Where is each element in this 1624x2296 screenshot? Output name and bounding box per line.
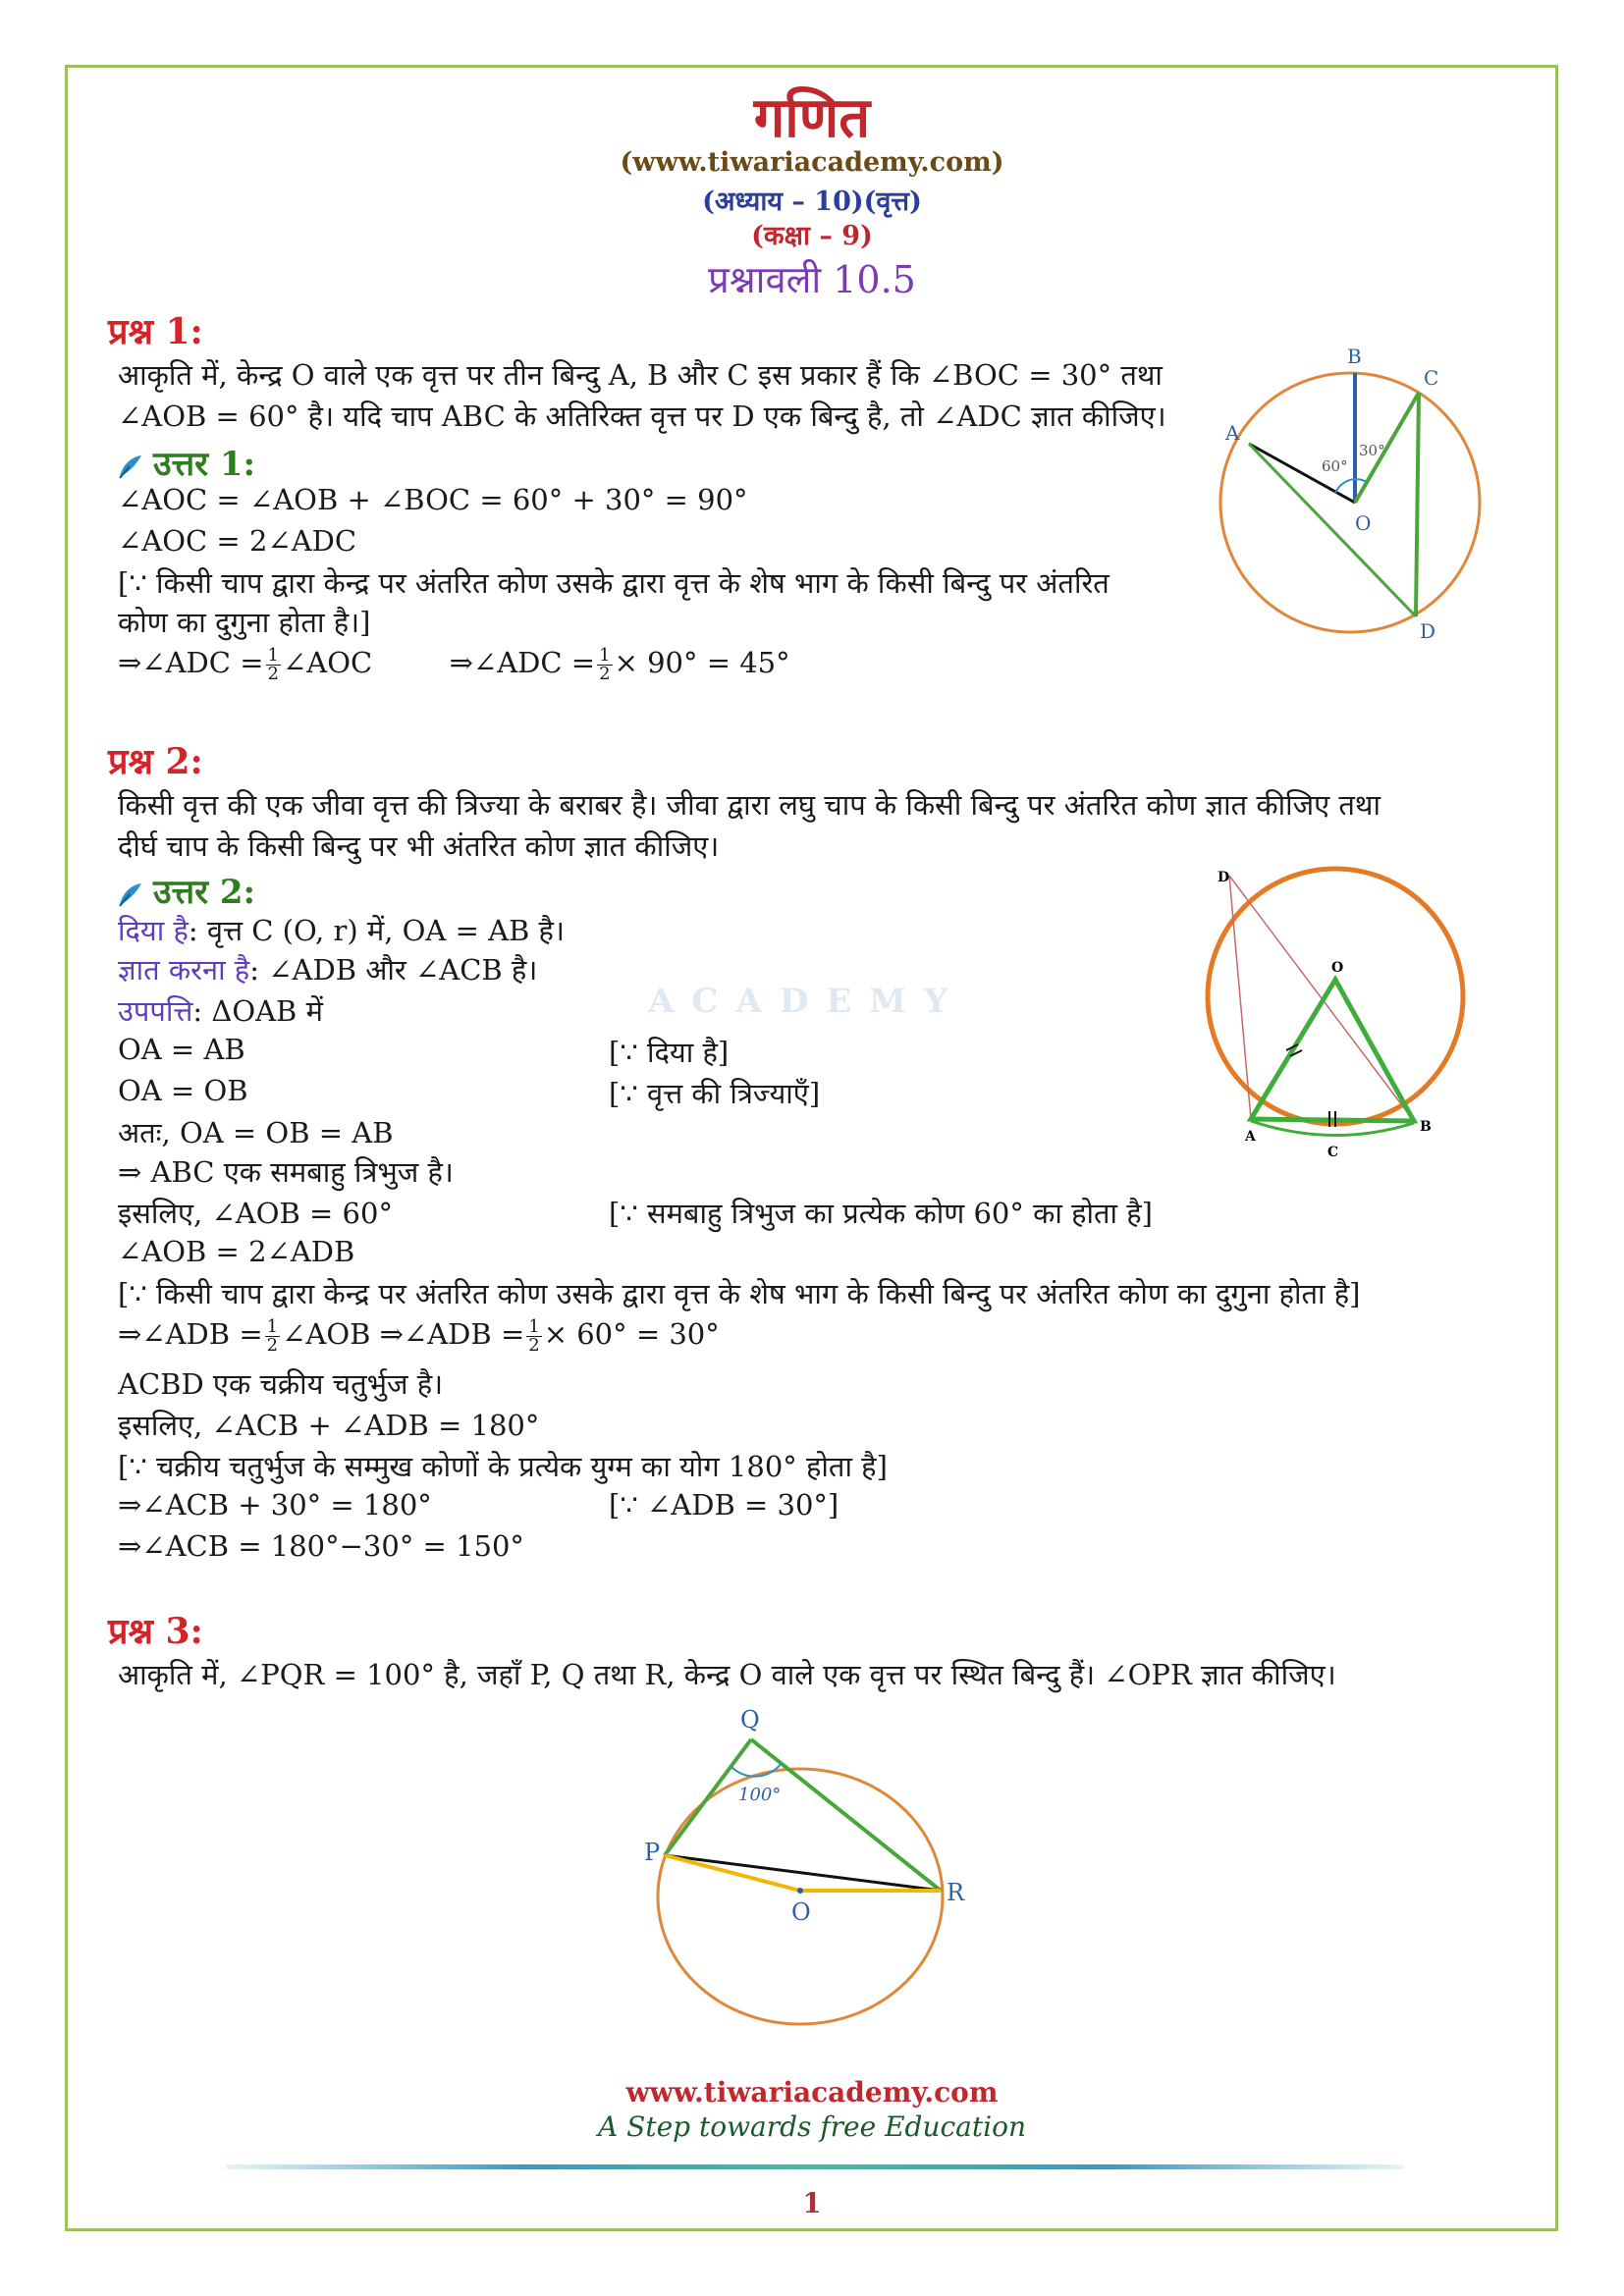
segment-qr <box>751 1739 941 1891</box>
footer-tagline: A Step towards free Education <box>598 2110 1026 2143</box>
proof-step-10: इसलिए, ∠ACB + ∠ADB = 180° <box>118 1409 540 1442</box>
exercise-label: प्रश्नावली 10.5 <box>708 258 916 301</box>
proof-step-3: अतः, OA = OB = AB <box>118 1116 394 1149</box>
answer-1-step-4: कोण का दुगुना होता है।] <box>118 606 371 639</box>
proof-step-7: [∵ किसी चाप द्वारा केन्द्र पर अंतरित कोण उसके द्वारा वृत्त के शेष भाग के किसी बिन्दु पर अंतरित कोण का दुगुना होता है] <box>118 1277 1361 1310</box>
label-o: O <box>791 1898 811 1926</box>
question-2-heading: प्रश्न 2: <box>108 741 203 782</box>
question-2-line-2: दीर्घ चाप के किसी बिन्दु पर भी अंतरित कोण ज्ञात कीजिए। <box>118 829 720 863</box>
question-1-line-1: आकृति में, केन्द्र O वाले एक वृत्त पर तीन बिन्दु A, B और C इस प्रकार हैं कि ∠BOC = 30° तथा <box>118 358 1163 392</box>
segment-pr <box>665 1855 941 1891</box>
quill-icon <box>116 453 143 480</box>
proof-reason-5: [∵ समबाहु त्रिभुज का प्रत्येक कोण 60° का होता है] <box>609 1197 1153 1230</box>
label-a: A <box>1225 421 1240 445</box>
circle <box>1208 869 1463 1124</box>
question-2-line-1: किसी वृत्त की एक जीवा वृत्त की त्रिज्या के बराबर है। जीवा द्वारा लघु चाप के किसी बिन्दु पर अंतरित कोण ज्ञात कीजिए तथा <box>118 788 1380 822</box>
answer-1-step-5: ⇒∠ADC = $\frac{1}{2}$ ∠AOC ⇒∠ADC = $\frac{1}{2}$ × 90° = 45° <box>118 644 790 684</box>
site-link[interactable]: (www.tiwariacademy.com) <box>620 147 1004 178</box>
label-c: C <box>1424 366 1439 390</box>
label-b: B <box>1420 1119 1432 1135</box>
label-r: R <box>947 1879 965 1906</box>
label-o: O <box>1331 960 1344 976</box>
proof-step-6: ∠AOB = 2∠ADB <box>118 1235 355 1268</box>
label-angle-100: 100° <box>738 1785 782 1805</box>
proof-step-13: ⇒∠ACB = 180°−30° = 150° <box>118 1529 524 1563</box>
proof-step-12: ⇒∠ACB + 30° = 180° <box>118 1488 432 1522</box>
figure-question-1 <box>1198 334 1492 648</box>
proof-step-2: OA = OB <box>118 1074 248 1107</box>
segment-cd <box>1416 393 1419 616</box>
label-a: A <box>1245 1129 1256 1145</box>
given-line: दिया है: वृत्त C (O, r) में, OA = AB है। <box>118 914 565 947</box>
proof-reason-2: [∵ वृत्त की त्रिज्याएँ] <box>609 1077 821 1110</box>
triangle-oab <box>1251 980 1414 1121</box>
fraction-half: $\frac{1}{2}$ <box>266 1315 279 1356</box>
label-q: Q <box>740 1706 760 1734</box>
fraction-half: $\frac{1}{2}$ <box>267 644 279 684</box>
label-d: D <box>1218 870 1230 885</box>
label-angle-30: 30° <box>1359 442 1385 459</box>
answer-1-step-3: [∵ किसी चाप द्वारा केन्द्र पर अंतरित कोण उसके द्वारा वृत्त के शेष भाग के किसी बिन्दु पर अंतरित <box>118 566 1110 600</box>
fraction-half: $\frac{1}{2}$ <box>528 1315 540 1356</box>
page-number: 1 <box>802 2187 822 2219</box>
proof-reason-12: [∵ ∠ADB = 30°] <box>609 1488 839 1522</box>
question-1-line-2: ∠AOB = 60° है। यदि चाप ABC के अतिरिक्त वृत्त पर D एक बिन्दु है, तो ∠ADC ज्ञात कीजिए। <box>118 400 1166 433</box>
label-c: C <box>1327 1145 1339 1160</box>
proof-line: उपपत्ति: ΔOAB में <box>118 994 323 1028</box>
class-label: (कक्षा – 9) <box>751 221 873 251</box>
label-b: B <box>1347 345 1362 368</box>
proof-step-11: [∵ चक्रीय चतुर्भुज के सम्मुख कोणों के प्रत्येक युग्म का योग 180° होता है] <box>118 1450 888 1483</box>
label-o: O <box>1355 511 1372 535</box>
answer-2-label: उत्तर 2: <box>153 873 256 912</box>
question-1-heading: प्रश्न 1: <box>108 311 203 352</box>
question-3-heading: प्रश्न 3: <box>108 1611 203 1652</box>
label-p: P <box>644 1839 661 1866</box>
answer-1-step-2: ∠AOC = 2∠ADC <box>118 524 357 558</box>
proof-step-4: ⇒ ABC एक समबाहु त्रिभुज है। <box>118 1155 454 1189</box>
answer-2-heading <box>116 868 255 913</box>
proof-reason-1: [∵ दिया है] <box>609 1036 730 1069</box>
chapter-label: (अध्याय – 10)(वृत्त) <box>702 187 922 217</box>
label-angle-60: 60° <box>1322 457 1348 475</box>
circle <box>1220 373 1480 632</box>
figure-question-3 <box>628 1698 982 2032</box>
answer-1-heading <box>116 440 255 485</box>
footer-site-link[interactable]: www.tiwariacademy.com <box>625 2076 999 2109</box>
proof-step-5: इसलिए, ∠AOB = 60° <box>118 1197 393 1230</box>
center-o <box>797 1888 803 1894</box>
answer-1-label: उत्तर 1: <box>153 445 256 484</box>
page-title: गणित <box>753 85 871 150</box>
proof-step-8: ⇒∠ADB = $\frac{1}{2}$ ∠AOB ⇒∠ADB = $\frac{1}{2}$ × 60° = 30° <box>118 1315 720 1356</box>
question-3-line-1: आकृति में, ∠PQR = 100° है, जहाँ P, Q तथा R, केन्द्र O वाले एक वृत्त पर स्थित बिन्दु हैं। ∠OPR ज्ञात कीजिए। <box>118 1658 1336 1691</box>
footer-divider <box>226 2164 1404 2169</box>
fraction-half: $\frac{1}{2}$ <box>599 644 611 684</box>
to-find-line: ज्ञात करना है: ∠ADB और ∠ACB है। <box>118 953 538 987</box>
figure-question-2 <box>1168 864 1502 1168</box>
watermark: ACADEMY <box>648 982 966 1021</box>
proof-step-1: OA = AB <box>118 1033 245 1066</box>
answer-1-step-1: ∠AOC = ∠AOB + ∠BOC = 60° + 30° = 90° <box>118 483 748 516</box>
proof-step-9: ACBD एक चक्रीय चतुर्भुज है। <box>118 1367 444 1401</box>
quill-icon <box>116 881 143 908</box>
label-d: D <box>1420 619 1436 643</box>
